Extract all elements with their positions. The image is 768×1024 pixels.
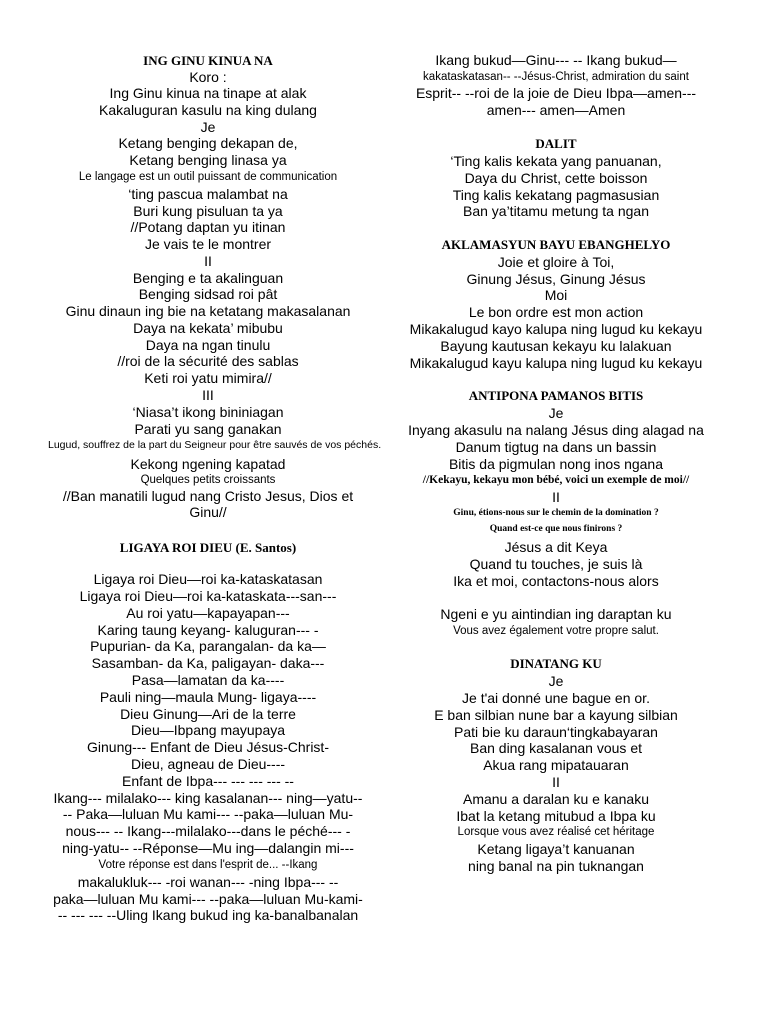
lyric-line: E ban silbian nune bar a kayung silbian [434,707,678,723]
lyric-line: Daya na ngan tinulu [145,337,271,353]
lyric-line: Daya du Christ, cette boisson [464,170,648,186]
lyric-line: Ginu, étions-nous sur le chemin de la domination ? [453,508,659,518]
lyric-line: Quand tu touches, je suis là [469,556,643,572]
lyric-line: Jésus a dit Keya [504,539,608,555]
lyric-line: Bayung kautusan kekayu ku lalakuan [440,338,672,354]
lyric-line: Ginung Jésus, Ginung Jésus [466,271,646,287]
lyric-line: Pauli ning—maula Mung- ligaya---- [99,689,317,705]
lyric-line: Ikang--- milalako--- king kasalanan--- ning—yatu-- [53,790,363,806]
lyric-line: Koro : [189,69,227,85]
lyric-line: Je [200,119,216,135]
lyric-line: //Ban manatili lugud nang Cristo Jesus, Dios et Ginu// [62,488,354,520]
lyric-line: Au roi yatu—kapayapan--- [126,605,290,621]
verse-number: III [202,387,214,403]
lyric-line: Ting kalis kekatang pagmasusian [452,187,660,203]
lyric-line: Parati yu sang ganakan [134,421,282,437]
lyric-line: Enfant de Ibpa--- --- --- --- -- [122,773,294,789]
lyric-line: Pasa—lamatan da ka---- [131,672,285,688]
lyric-line: Ketang benging dekapan de, [118,135,298,151]
lyric-line: Ban ya’titamu metung ta ngan [462,203,649,219]
lyric-line: Keti roi yatu mimira// [144,370,272,386]
lyric-line: Ika et moi, contactons-nous alors [453,573,659,589]
lyric-line: Dieu Ginung—Ari de la terre [120,706,296,722]
verse-number: II [552,489,560,505]
lyric-line: Ibat la ketang mitubud a Ibpa ku [456,808,656,824]
lyric-line: Benging e ta akalinguan [132,270,284,286]
lyric-line: //Potang daptan yu itinan [130,219,286,235]
lyric-line: Moi [544,287,568,303]
lyric-line: ‘Niasa’t ikong bininiagan [132,404,284,420]
hymn-title: LIGAYA ROI DIEU (E. Santos) [119,540,297,555]
lyric-line: Je t'ai donné une bague en or. [462,690,650,706]
lyric-line: Dieu—Ibpang mayupaya [130,722,286,738]
lyric-line: Daya na kekata’ mibubu [133,320,283,336]
lyric-line: ning-yatu-- --Réponse—Mu ing—dalangin mi--- [62,840,354,856]
lyric-line: Dieu, agneau de Dieu---- [130,756,286,772]
lyric-line: Joie et gloire à Toi, [497,254,615,270]
lyric-line: Inyang akasulu na nalang Jésus ding alagad na [408,422,704,438]
hymn-title: ANTIPONA PAMANOS BITIS [468,388,644,403]
lyric-line: ‘ting pascua malambat na [128,186,288,202]
lyric-line: Ngeni e yu aintindian ing daraptan ku [440,606,672,622]
lyric-line: Vous avez également votre propre salut. [453,625,659,637]
lyric-line: Ginu dinaun ing bie na ketatang makasalanan [65,303,351,319]
hymn-title: AKLAMASYUN BAYU EBANGHELYO [441,237,671,252]
lyric-line: Mikakalugud kayo kalupa ning lugud ku kekayu [409,321,703,337]
lyric-line: nous--- -- Ikang---milalako---dans le péché--- - [65,823,351,839]
lyric-line: Akua rang mipatauaran [483,757,629,773]
hymn-title: ING GINU KINUA NA [143,53,273,68]
lyric-line: Je vais te le montrer [144,236,272,252]
lyric-line: Lorsque vous avez réalisé cet héritage [457,826,655,838]
lyric-line: Ginung--- Enfant de Dieu Jésus-Christ- [87,739,329,755]
lyric-line: -- Paka—luluan Mu kami--- --paka—luluan Mu- [62,806,354,822]
lyric-line: -- --- --- --Uling Ikang bukud ing ka-banalbanalan [57,907,359,923]
lyric-line: Benging sidsad roi pât [138,286,278,302]
lyric-line: Votre réponse est dans l'esprit de... --Ikang [98,859,318,871]
lyric-line: Ikang bukud—Ginu--- -- Ikang bukud— [435,52,677,68]
lyric-line: Pati bie ku daraun‘tingkabayaran [454,724,658,740]
lyric-line: Ban ding kasalanan vous et [469,740,642,756]
lyric-line: Ligaya roi Dieu—roi ka-kataskatasan [93,571,323,587]
lyric-line: Lugud, souffrez de la part du Seigneur pour être sauvés de vos péchés. [48,439,382,451]
lyric-line: makalukluk--- -roi wanan--- -ning Ibpa--- -- [77,874,339,890]
lyric-line: //Kekayu, kekayu mon bébé, voici un exemple de moi// [422,474,690,486]
lyric-line: kakataskatasan-- --Jésus-Christ, admiration du saint [423,71,689,83]
lyric-line: Ketang ligaya’t kanuanan [477,841,635,857]
lyric-line: Amanu a daralan ku e kanaku [462,791,649,807]
lyric-line: Ing Ginu kinua na tinape at alak [109,85,307,101]
lyric-line: Kakaluguran kasulu na king dulang [99,102,317,118]
lyric-line: Esprit-- --roi de la joie de Dieu Ibpa—amen--- [415,85,697,101]
lyric-line: Danum tigtug na dans un bassin [455,439,657,455]
hymn-title: DINATANG KU [510,656,602,671]
lyric-line: Bitis da pigmulan nong inos ngana [448,456,664,472]
verse-number: II [552,774,560,790]
lyric-line: Sasamban- da Ka, paligayan- daka--- [91,655,325,671]
lyric-line: paka—luluan Mu kami--- --paka—luluan Mu-kami- [53,891,363,907]
hymn-title: DALIT [535,136,577,151]
lyric-line: //roi de la sécurité des sablas [117,353,299,369]
lyric-line: Le bon ordre est mon action [468,304,644,320]
lyric-line: Je [548,405,564,421]
lyric-line: Ketang benging linasa ya [129,152,287,168]
lyric-line: Kekong ngening kapatad [130,456,286,472]
lyric-line: Quand est-ce que nous finirons ? [489,524,623,534]
lyric-line: Karing taung keyang- kaluguran--- - [97,622,319,638]
lyric-line: Ligaya roi Dieu—roi ka-kataskata---san--- [79,588,337,604]
lyric-line: ‘Ting kalis kekata yang panuanan, [450,153,662,169]
lyric-line: ning banal na pin tuknangan [468,858,644,874]
lyric-line: Pupurian- da Ka, parangalan- da ka— [90,638,326,654]
lyric-line: Je [548,673,564,689]
lyric-line: Mikakalugud kayu kalupa ning lugud ku kekayu [409,355,703,371]
verse-number: II [204,253,212,269]
lyric-line: amen--- amen—Amen [486,102,626,118]
lyric-line: Le langage est un outil puissant de communication [78,171,338,183]
lyric-line: Quelques petits croissants [140,474,276,486]
lyric-line: Buri kung pisuluan ta ya [133,203,283,219]
